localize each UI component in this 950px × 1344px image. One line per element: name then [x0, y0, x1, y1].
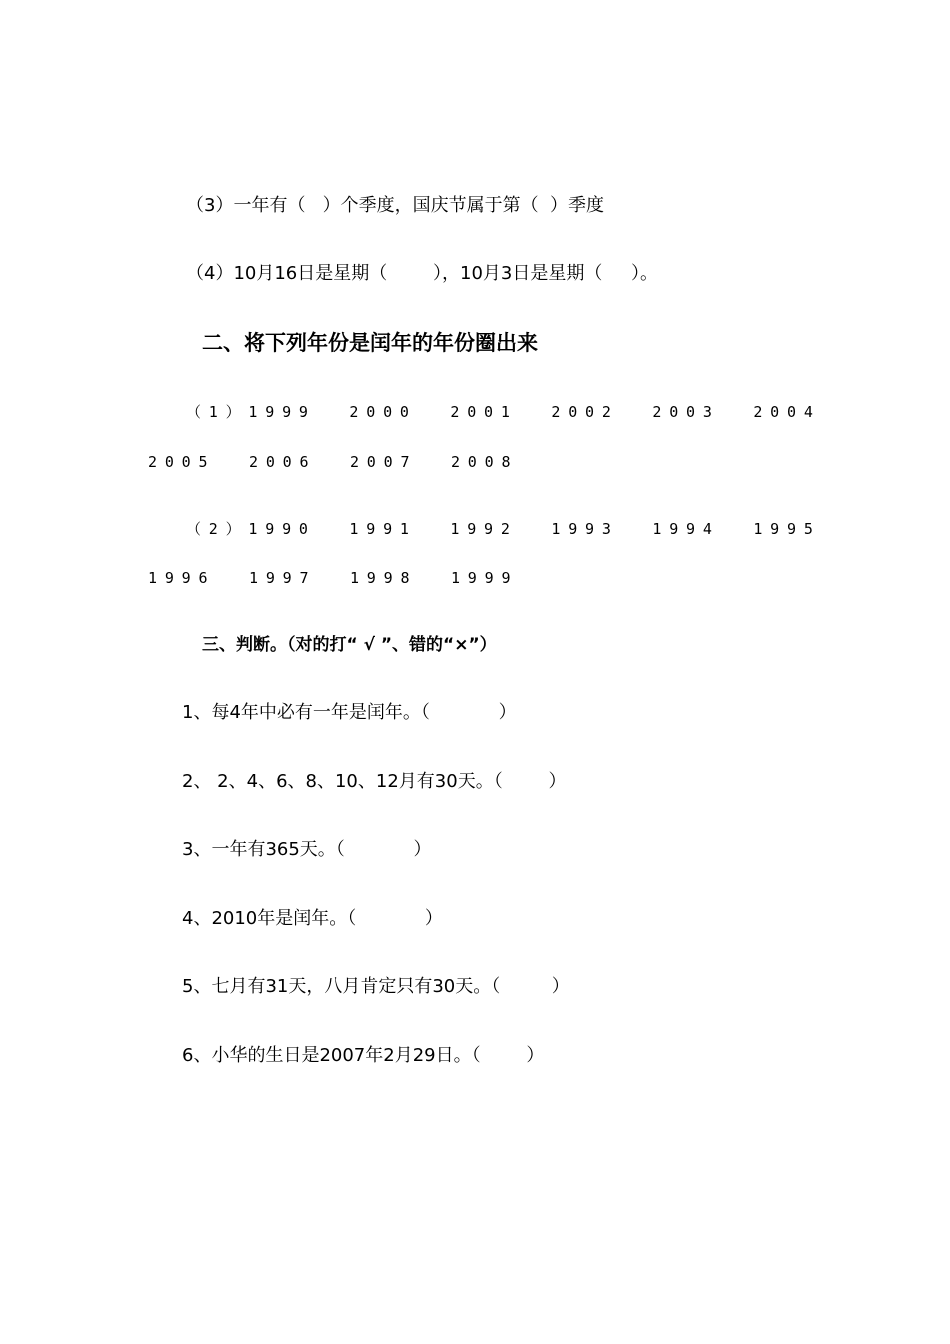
- leap-year-list-1-line-2: 2005 2006 2007 2008: [148, 453, 519, 471]
- leap-year-list-2-line-1: （2）1990 1991 1992 1993 1994 1995: [186, 520, 821, 538]
- judgment-item-2: 2、 2、4、6、8、10、12月有30天。（ ）: [182, 771, 567, 792]
- section-2-heading: 二、将下列年份是闰年的年份圈出来: [202, 331, 538, 355]
- judgment-item-3: 3、一年有365天。（ ）: [182, 839, 432, 860]
- leap-year-list-2-line-2: 1996 1997 1998 1999: [148, 569, 519, 587]
- judgment-item-1: 1、每4年中必有一年是闰年。（ ）: [182, 702, 517, 723]
- judgment-item-5: 5、七月有31天，八月肯定只有30天。（ ）: [182, 976, 570, 997]
- judgment-item-6: 6、小华的生日是2007年2月29日。（ ）: [182, 1045, 545, 1066]
- question-4-weekday: （4）10月16日是星期（ ），10月3日是星期（ ）。: [186, 263, 658, 284]
- question-3-seasons: （3）一年有（ ）个季度，国庆节属于第（ ）季度: [186, 195, 605, 216]
- judgment-item-4: 4、2010年是闰年。（ ）: [182, 908, 443, 929]
- leap-year-list-1-line-1: （1）1999 2000 2001 2002 2003 2004: [186, 403, 821, 421]
- section-3-heading: 三、判断。（对的打“ √ ”、错的“×”）: [202, 635, 497, 655]
